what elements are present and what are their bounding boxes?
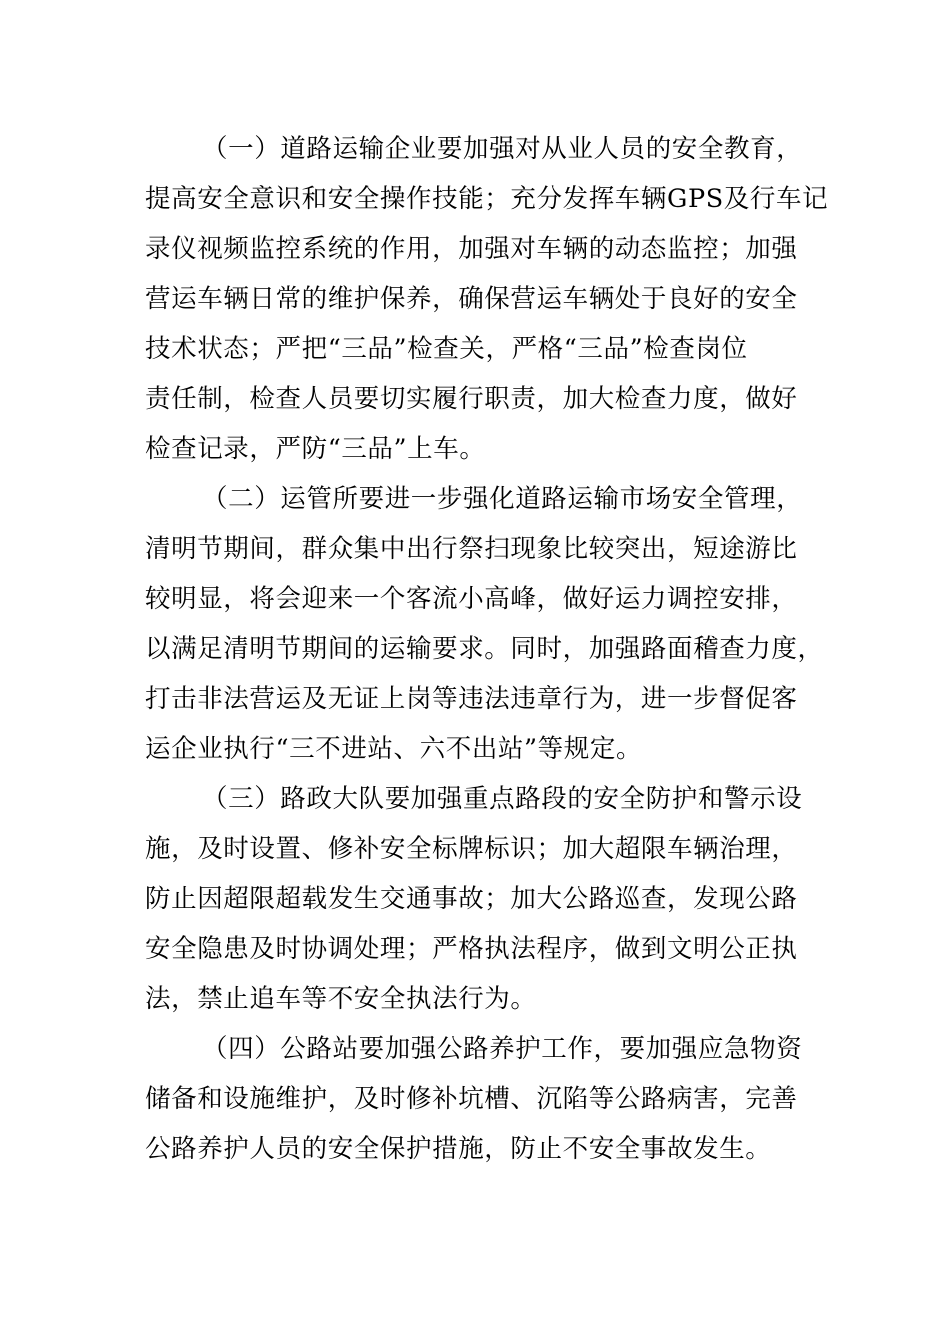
paragraph-line: 运企业执行“三不进站、六不出站”等规定。 [145,734,643,764]
paragraph-line: 录仪视频监控系统的作用，加强对车辆的动态监控；加强 [145,234,798,264]
paragraph-line: 技术状态；严把“三品”检查关，严格“三品”检查岗位 [145,334,748,364]
paragraph-line: 施，及时设置、修补安全标牌标识；加大超限车辆治理， [145,834,798,864]
paragraph-first-line: （二）运管所要进一步强化道路运输市场安全管理， [202,484,803,514]
paragraph-line: 储备和设施维护，及时修补坑槽、沉陷等公路病害，完善 [145,1084,798,1114]
paragraph-line: 公路养护人员的安全保护措施，防止不安全事故发生。 [145,1134,772,1164]
paragraph-line: 责任制，检查人员要切实履行职责，加大检查力度，做好 [145,384,798,414]
paragraph-first-line: （四）公路站要加强公路养护工作，要加强应急物资 [202,1034,803,1064]
paragraph-line: 法，禁止追车等不安全执法行为。 [145,984,537,1014]
paragraph-first-line: （三）路政大队要加强重点路段的安全防护和警示设 [202,784,803,814]
paragraph-line: 防止因超限超载发生交通事故；加大公路巡查，发现公路 [145,884,798,914]
paragraph-line: 营运车辆日常的维护保养，确保营运车辆处于良好的安全 [145,284,798,314]
paragraph-line: 清明节期间，群众集中出行祭扫现象比较突出，短途游比 [145,534,798,564]
paragraph-line: 以满足清明节期间的运输要求。同时，加强路面稽查力度， [145,634,824,664]
paragraph-line: 安全隐患及时协调处理；严格执法程序，做到文明公正执 [145,934,798,964]
document-body [145,124,829,1174]
paragraph-line: 打击非法营运及无证上岗等违法违章行为，进一步督促客 [145,684,798,714]
paragraph-line: 检查记录，严防“三品”上车。 [145,434,486,464]
paragraph-line: 较明显，将会迎来一个客流小高峰，做好运力调控安排， [145,584,798,614]
paragraph-line: 提高安全意识和安全操作技能；充分发挥车辆GPS及行车记 [145,184,829,214]
paragraph-first-line: （一）道路运输企业要加强对从业人员的安全教育， [202,134,803,164]
